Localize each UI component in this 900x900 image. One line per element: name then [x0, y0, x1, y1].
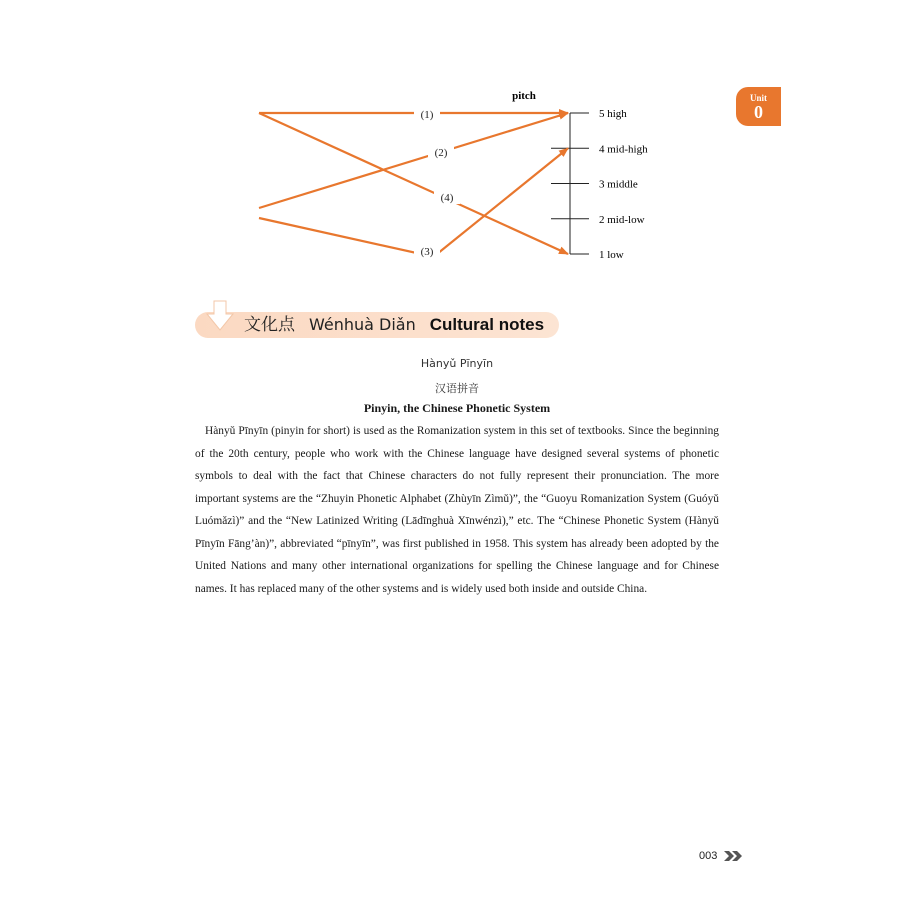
article-body: Hànyǔ Pīnyīn (pinyin for short) is used as the Romanization system in this set of textbooks. Since the beginning of the 20th century, people who work with the Chinese language have designed several systems of phonetic symbols to deal with the fact that Chinese characters do not fully represent their pronunciation. The more important systems are the “Zhuyin Phonetic Alphabet (Zhùyīn Zìmǔ)”, the “Guoyu Romanization System (Guóyǔ Luómǎzì)” and the “New Latinized Writing (Lādīnghuà Xīnwénzì),” etc. The “Chinese Phonetic System (Hànyǔ Pīnyīn Fāng’àn)”, abbreviated “pīnyīn”, was first published in 1958. This system has already been adopted by the United Nations and many other international organizations for spelling the Chinese language and for Chinese names. It has replaced many of the other systems and is widely used both inside and outside China.: [195, 425, 719, 595]
pitch-level-label: 3 middle: [599, 178, 638, 191]
pitch-level-label: 4 mid-high: [599, 143, 648, 156]
page-number: 003: [699, 850, 718, 862]
tone-3-lead-segment: [259, 218, 421, 254]
unit-number: 0: [754, 102, 763, 122]
section-heading-chinese: 文化点: [244, 315, 295, 335]
unit-label: Unit: [749, 93, 767, 103]
pitch-level-label: 1 low: [599, 249, 624, 261]
down-arrow-icon: [205, 300, 235, 332]
tone-label-4: (4): [440, 192, 454, 204]
article-english-title: Pinyin, the Chinese Phonetic System: [363, 401, 551, 415]
tone-line-2: [259, 113, 568, 208]
tone-line-4: [259, 113, 568, 254]
pitch-level-label: 5 high: [599, 108, 627, 120]
pitch-levels: [551, 108, 648, 261]
tone-label-2: (2): [434, 147, 448, 159]
tone-lines: [259, 107, 568, 258]
article-pinyin-title: Hànyǔ Pīnyīn: [420, 357, 494, 370]
article-chinese-title: 汉语拼音: [435, 382, 479, 395]
tone-label-1: (1): [420, 109, 434, 121]
pitch-level-label: 2 mid-low: [599, 213, 645, 226]
section-heading-pinyin: Wénhuà Diǎn: [309, 315, 416, 334]
section-heading-english: Cultural notes: [429, 315, 545, 334]
tone-label-3: (3): [420, 246, 434, 258]
section-heading: [244, 313, 544, 337]
tone-pitch-diagram: [0, 0, 900, 300]
double-chevron-right-icon: [724, 851, 744, 861]
pitch-axis-title: pitch: [512, 90, 536, 102]
